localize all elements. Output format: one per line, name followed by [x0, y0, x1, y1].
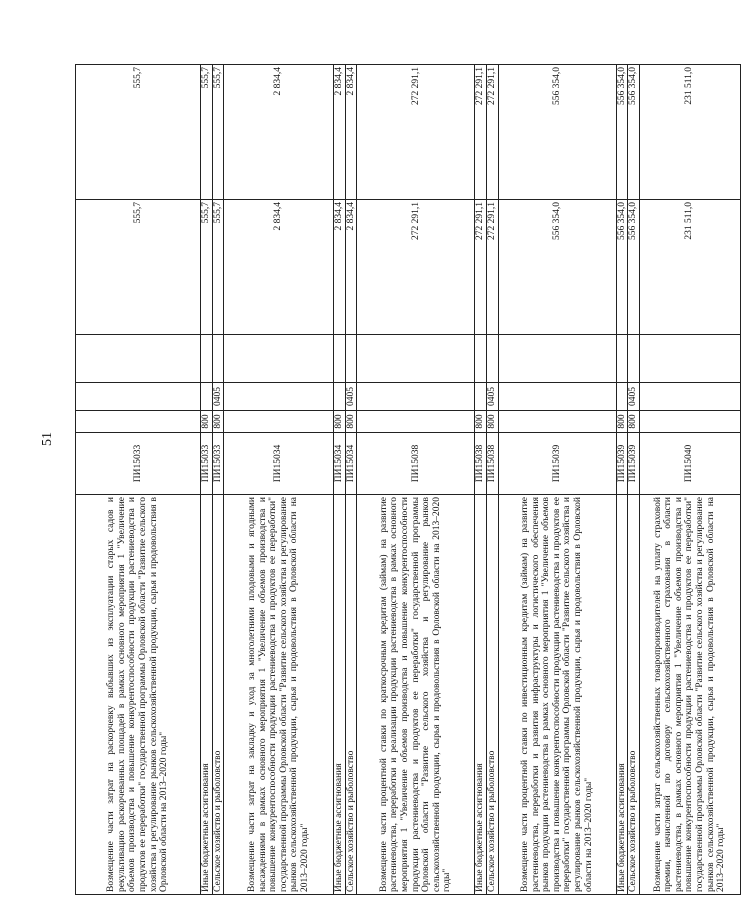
row-value-1: [334, 335, 346, 383]
row-value-3: 556 354,0: [498, 65, 616, 200]
page-number: 51: [40, 432, 55, 446]
row-value-3: 555,7: [76, 65, 201, 200]
row-expense-group: 800: [201, 411, 213, 433]
row-description: Возмещение части затрат сельскохозяйственных товаропроизводителей на уплату страховой премии, начисленной по договору сельскохозяйственного страхования в области растениеводства, в рамках основного мероприятия 1 "Увеличение объемов производства и повышение конкурентоспособности продукции растениеводства и продуктов ее переработки" государственной программы Орловской области "Развитие сельского хозяйства и регулирование рынков сельскохозяйственной продукции, сырья и продовольствия в Орловской области на 2013–2020 годы": [639, 495, 740, 895]
table-row: [357, 65, 475, 895]
row-expense-group: [224, 411, 334, 433]
row-value-3: 231 511,0: [639, 65, 740, 200]
row-value-2: 555,7: [212, 200, 224, 335]
row-value-1: [498, 335, 616, 383]
row-expense-group: 800: [345, 411, 357, 433]
row-section-code: [498, 383, 616, 411]
row-value-1: [639, 335, 740, 383]
table-row: [212, 65, 224, 895]
row-value-3: 272 291,1: [475, 65, 487, 200]
table-row: [76, 65, 201, 895]
row-expense-group: 800: [334, 411, 346, 433]
row-expense-group: 800: [616, 411, 628, 433]
row-section-code: [201, 383, 213, 411]
row-target-code: ПИ15034: [224, 433, 334, 495]
row-value-2: 2 834,4: [224, 200, 334, 335]
table-row: [639, 65, 740, 895]
row-value-1: [628, 335, 640, 383]
row-description: Иные бюджетные ассигнования: [201, 495, 213, 895]
row-target-code: ПИ15039: [616, 433, 628, 495]
row-section-code: [224, 383, 334, 411]
row-value-1: [212, 335, 224, 383]
row-description: Иные бюджетные ассигнования: [616, 495, 628, 895]
row-target-code: ПИ15034: [345, 433, 357, 495]
row-expense-group: 800: [486, 411, 498, 433]
row-expense-group: [76, 411, 201, 433]
row-description: Сельское хозяйство и рыболовство: [628, 495, 640, 895]
row-section-code: [357, 383, 475, 411]
row-section-code: [639, 383, 740, 411]
row-description: Сельское хозяйство и рыболовство: [212, 495, 224, 895]
row-expense-group: [498, 411, 616, 433]
row-value-3: 272 291,1: [486, 65, 498, 200]
table-row: [628, 65, 640, 895]
table-row: [334, 65, 346, 895]
row-section-code: 0405: [486, 383, 498, 411]
row-section-code: [475, 383, 487, 411]
row-section-code: 0405: [345, 383, 357, 411]
row-value-1: [357, 335, 475, 383]
table-row: [475, 65, 487, 895]
row-value-2: 272 291,1: [357, 200, 475, 335]
row-value-2: 2 834,4: [345, 200, 357, 335]
row-value-2: 555,7: [76, 200, 201, 335]
row-description: Сельское хозяйство и рыболовство: [345, 495, 357, 895]
row-expense-group: 800: [475, 411, 487, 433]
row-value-2: 556 354,0: [498, 200, 616, 335]
row-description: Сельское хозяйство и рыболовство: [486, 495, 498, 895]
budget-table: [75, 64, 741, 895]
row-target-code: ПИ15038: [486, 433, 498, 495]
row-value-1: [201, 335, 213, 383]
row-description: Возмещение части затрат на закладку и уход за многолетними плодовыми и ягодными насаждениями в рамках основного мероприятия 1 "Увеличение объемов производства и повышение конкурентоспособности продукции растениеводства и продуктов ее переработки" государственной программы Орловской области "Развитие сельского хозяйства и регулирование рынков сельскохозяйственной продукции, сырья и продовольствия в Орловской области на 2013–2020 годы": [224, 495, 334, 895]
row-value-2: 272 291,1: [475, 200, 487, 335]
row-value-1: [616, 335, 628, 383]
row-value-3: 2 834,4: [345, 65, 357, 200]
row-expense-group: 800: [212, 411, 224, 433]
table-row: [201, 65, 213, 895]
row-value-3: 556 354,0: [616, 65, 628, 200]
row-value-1: [76, 335, 201, 383]
row-expense-group: [357, 411, 475, 433]
table-row: [224, 65, 334, 895]
row-target-code: ПИ15033: [76, 433, 201, 495]
row-target-code: ПИ15034: [334, 433, 346, 495]
row-value-2: 2 834,4: [334, 200, 346, 335]
row-value-2: 272 291,1: [486, 200, 498, 335]
row-section-code: 0405: [628, 383, 640, 411]
row-target-code: ПИ15039: [628, 433, 640, 495]
row-target-code: ПИ15033: [201, 433, 213, 495]
row-value-1: [486, 335, 498, 383]
row-value-1: [345, 335, 357, 383]
row-value-3: 272 291,1: [357, 65, 475, 200]
row-description: Возмещение части процентной ставки по краткосрочным кредитам (займам) на развитие растениеводства, переработки и реализации продукции растениеводства в рамках основного мероприятия 1 "Увеличение объемов производства и повышение конкурентоспособности продукции растениеводства и продуктов ее переработки" государственной программы Орловской области "Развитие сельского хозяйства и регулирование рынков сельскохозяйственной продукции, сырья и продовольствия в Орловской области на 2013–2020 годы": [357, 495, 475, 895]
row-value-3: 555,7: [212, 65, 224, 200]
row-value-2: 556 354,0: [628, 200, 640, 335]
row-value-2: 555,7: [201, 200, 213, 335]
row-description: Возмещение части затрат на раскорчевку выбывших из эксплуатации старых садов и рекультивацию раскорчеванных площадей в рамках основного мероприятия 1 "Увеличение объемов производства и повышение конкурентоспособности продукции растениеводства и продуктов ее переработки" государственной программы Орловской области "Развитие сельского хозяйства и регулирование рынков сельскохозяйственной продукции, сырья и продовольствия в Орловской области на 2013–2020 годы": [76, 495, 201, 895]
row-expense-group: 800: [628, 411, 640, 433]
row-description: Иные бюджетные ассигнования: [334, 495, 346, 895]
row-value-1: [475, 335, 487, 383]
row-value-2: 556 354,0: [616, 200, 628, 335]
row-target-code: ПИ15038: [357, 433, 475, 495]
row-target-code: ПИ15033: [212, 433, 224, 495]
row-target-code: ПИ15038: [475, 433, 487, 495]
row-value-1: [224, 335, 334, 383]
row-value-2: 231 511,0: [639, 200, 740, 335]
row-target-code: ПИ15039: [498, 433, 616, 495]
row-section-code: [616, 383, 628, 411]
row-section-code: 0405: [212, 383, 224, 411]
row-expense-group: [639, 411, 740, 433]
row-section-code: [76, 383, 201, 411]
row-value-3: 556 354,0: [628, 65, 640, 200]
row-description: Возмещение части процентной ставки по инвестиционным кредитам (займам) на развитие растениеводства, переработки и развития инфраструктуры и логистического обеспечения рынков продукции растениеводства в рамках основного мероприятия 1 "Увеличение объемов производства и повышение конкурентоспособности продукции растениеводства и продуктов ее переработки" государственной программы Орловской области "Развитие сельского хозяйства и регулирование рынков сельскохозяйственной продукции, сырья и продовольствия в Орловской области на 2013–2020 годы": [498, 495, 616, 895]
rotated-page-content: [75, 65, 727, 895]
table-row: [616, 65, 628, 895]
row-description: Иные бюджетные ассигнования: [475, 495, 487, 895]
row-target-code: ПИ15040: [639, 433, 740, 495]
row-value-3: 555,7: [201, 65, 213, 200]
table-row: [345, 65, 357, 895]
table-row: [498, 65, 616, 895]
row-value-3: 2 834,4: [224, 65, 334, 200]
row-section-code: [334, 383, 346, 411]
row-value-3: 2 834,4: [334, 65, 346, 200]
table-row: [486, 65, 498, 895]
